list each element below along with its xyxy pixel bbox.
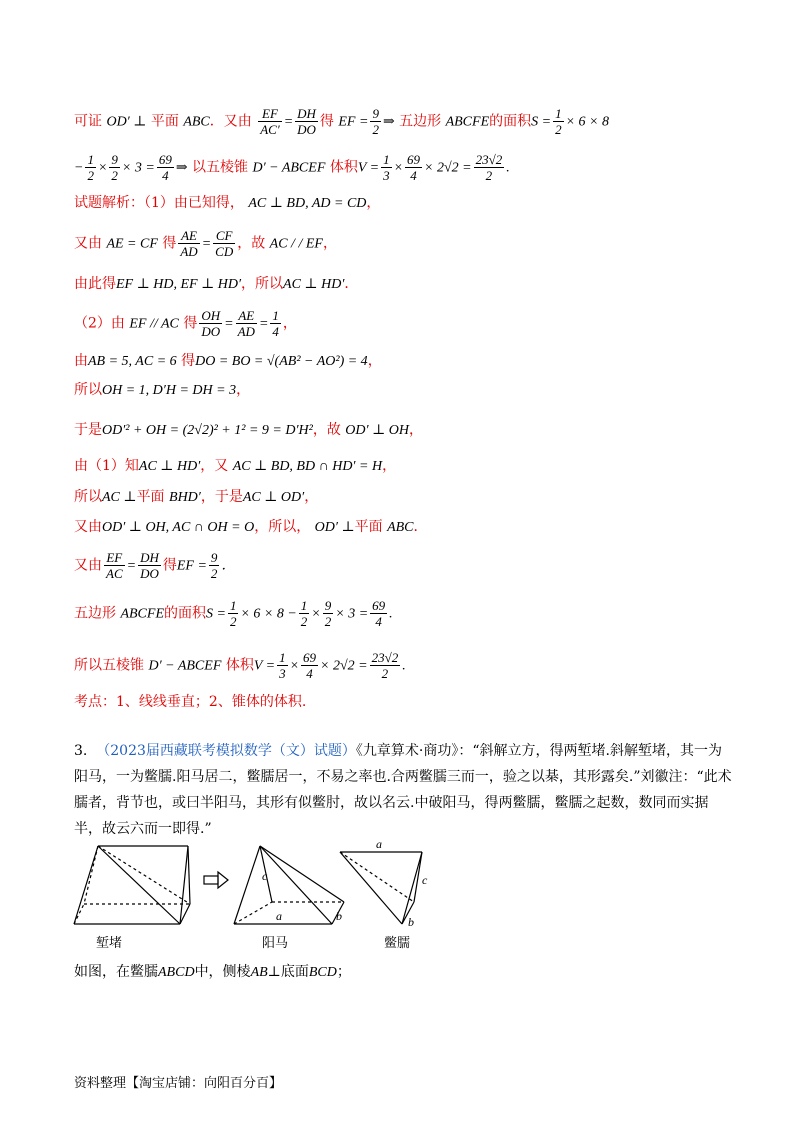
math: BHD′ — [169, 490, 201, 505]
fraction: $\frac{69}{4}$ — [158, 152, 172, 183]
fraction: $\frac{9}{2}$ — [372, 106, 379, 137]
text: （2）由 — [74, 315, 125, 332]
math: DO = BO = √(AB² − AO²) = 4 — [195, 354, 368, 369]
fraction: $\frac{9}{2}$ — [111, 152, 118, 183]
text: ，故 — [312, 422, 341, 438]
problem-source: （2023届西藏联考模拟数学（文）试题） — [96, 743, 356, 759]
text: 又由 — [74, 235, 102, 252]
math: × — [311, 606, 321, 622]
math: × — [97, 160, 108, 176]
math: EF // AC — [129, 316, 179, 332]
math: EF = — [338, 114, 369, 130]
text: ， — [282, 315, 297, 332]
fraction: $\frac{9}{2}$ — [324, 598, 332, 629]
fraction: $\frac{CF}{CD}$ — [215, 228, 234, 259]
text: 五边形 — [74, 605, 116, 622]
fraction: $\frac{AE}{AD}$ — [180, 228, 198, 259]
math: AC ⊥ BD, BD ∩ HD′ = H — [232, 459, 383, 474]
text: 得 — [319, 113, 334, 130]
text: 体积 — [225, 657, 254, 674]
fraction: $\frac{1}{2}$ — [87, 152, 94, 183]
solution-line-5 — [74, 274, 358, 295]
text: 平面 — [150, 113, 179, 130]
text: ， — [366, 195, 381, 211]
text: 得 — [162, 557, 177, 574]
text: ， — [367, 353, 382, 369]
math: × — [289, 658, 300, 674]
text: 如图，在鳖臑 — [74, 964, 158, 980]
math: . — [389, 606, 393, 622]
text: 体积 — [329, 159, 358, 176]
math: . — [402, 658, 406, 674]
text: 的面积 — [164, 605, 206, 622]
problem-3-text — [74, 738, 734, 842]
solution-line-13 — [74, 550, 235, 581]
math: AC / / EF — [269, 236, 323, 252]
solution-line-4 — [74, 228, 337, 259]
fraction: $\frac{9}{2}$ — [210, 550, 218, 581]
label-b1: b — [336, 909, 342, 923]
text: ， — [382, 458, 397, 474]
text: 又由 — [74, 557, 102, 574]
text: ， — [304, 489, 319, 505]
fraction: $\frac{1}{4}$ — [272, 308, 279, 339]
math: × 3 = — [335, 606, 369, 622]
fraction: $\frac{69}{4}$ — [303, 650, 317, 681]
text: ，所以 — [241, 276, 284, 292]
math: × 6 × 8 − — [240, 606, 297, 622]
label-c2: c — [422, 873, 428, 887]
solution-line-7 — [74, 351, 382, 372]
math: AC ⊥ — [102, 490, 137, 505]
text: 平面 — [136, 489, 165, 505]
math: S = — [531, 114, 552, 130]
page-footer: 资料整理【淘宝店铺：向阳百分百】 — [74, 1076, 283, 1091]
math: S = — [206, 606, 226, 622]
solution-line-12 — [74, 517, 428, 538]
math: AC ⊥ OD′ — [242, 490, 305, 505]
problem-text: 《九章算术·商功》：“斜解立方，得两堑堵.斜解堑堵，其一为阳马，一为鳖臑.阳马居二，鳖臑居一，不易之率也.合两鳖臑三而一，验之以棊，其形露矣.”刘徽注：“此术臑者，背节也，或曰半阳马，其形有似鳖肘，故以名云.中破阳马，得两鳖臑，鳖臑之起数，数同而实据半，故云六而一即得.” — [74, 743, 732, 837]
math: OH = 1, D′H = DH = 3 — [102, 383, 237, 398]
text: ； — [336, 964, 351, 980]
text: 由（1）知 — [74, 458, 139, 474]
math: × 2√2 = — [424, 160, 472, 176]
text: 所以 — [74, 489, 102, 505]
label-b2: b — [408, 915, 414, 929]
math: × 2√2 = — [320, 658, 368, 674]
text: 所以 — [74, 382, 102, 398]
text: ， — [236, 382, 251, 398]
math: ⇒ — [382, 114, 395, 130]
math: D′ − ABCEF — [148, 658, 222, 674]
math: ABCD — [158, 965, 195, 980]
fraction: $\frac{DH}{DO}$ — [140, 550, 159, 581]
math: = — [224, 316, 234, 332]
math: OD′ ⊥ OH, AC ∩ OH = O — [102, 520, 255, 535]
math: . — [506, 160, 510, 176]
math: = — [126, 558, 137, 574]
text: ，又 — [200, 458, 229, 474]
math: × — [393, 160, 404, 176]
math: BCD — [308, 965, 337, 980]
text: ． — [413, 519, 428, 535]
solution-line-3 — [74, 193, 380, 214]
fraction: $\frac{1}{2}$ — [300, 598, 308, 629]
fraction: $\frac{AE}{AD}$ — [237, 308, 255, 339]
text: 由此得 — [74, 276, 116, 292]
fraction: $\frac{EF}{AC'}$ — [260, 106, 280, 137]
math: ⇒ — [175, 160, 188, 176]
text: 试题解析：（1）由已知得， — [74, 195, 244, 211]
fraction: $\frac{1}{2}$ — [555, 106, 562, 137]
text: ． — [344, 276, 359, 292]
text: 得 — [183, 315, 198, 332]
fraction: $\frac{23√2}{2}$ — [371, 650, 399, 681]
math: AC ⊥ HD′ — [283, 277, 345, 292]
math: EF ⊥ HD, EF ⊥ HD′ — [116, 277, 242, 292]
math: AB = 5, AC = 6 — [88, 354, 177, 369]
solution-line-8 — [74, 380, 250, 401]
text: 平面 — [354, 519, 383, 535]
math: V = — [253, 658, 276, 674]
arrow-icon — [204, 872, 228, 888]
math: AC ⊥ BD, AD = CD — [248, 196, 367, 211]
qiandu-label: 堑堵 — [96, 936, 123, 951]
math: = — [258, 316, 269, 332]
bienao-label: 鳖臑 — [384, 936, 411, 951]
math: = — [283, 114, 294, 130]
text: ，于是 — [200, 489, 243, 505]
text: 五边形 — [399, 113, 442, 130]
math: D′ − ABCEF — [252, 160, 326, 176]
solution-line-1 — [74, 106, 609, 137]
text: ．又由 — [209, 113, 252, 130]
text: 于是 — [74, 422, 102, 438]
math: − — [74, 160, 84, 176]
fraction: $\frac{1}{3}$ — [383, 152, 390, 183]
qiandu-figure — [74, 846, 190, 924]
label-c1: c — [262, 869, 268, 883]
solution-line-16 — [74, 692, 306, 712]
yangma-figure — [234, 846, 344, 924]
text: ，所以， — [254, 519, 311, 535]
math: EF = — [176, 558, 207, 574]
fraction: $\frac{DH}{DO}$ — [297, 106, 316, 137]
solution-line-14 — [74, 598, 393, 629]
math: ABCFE — [445, 114, 490, 130]
problem-number: 3. — [74, 743, 88, 759]
text: 得 — [162, 235, 177, 252]
text: 以五棱锥 — [192, 159, 248, 176]
solution-line-11 — [74, 487, 318, 508]
text: 又由 — [74, 519, 102, 535]
bienao-figure — [340, 852, 422, 924]
math: × 3 = — [121, 160, 155, 176]
fraction: $\frac{OH}{DO}$ — [201, 308, 221, 339]
math: OD′ ⊥ — [314, 520, 355, 535]
math: OD′ ⊥ OH — [345, 423, 409, 438]
text: 中，侧棱 — [194, 964, 251, 980]
text: ，故 — [237, 235, 266, 252]
math: ABC — [387, 520, 414, 535]
text: 可证 — [74, 113, 102, 130]
solution-line-2 — [74, 152, 510, 183]
fraction: $\frac{69}{4}$ — [372, 598, 386, 629]
label-a2: a — [376, 837, 382, 851]
math: OD′² + OH = (2√2)² + 1² = 9 = D′H² — [102, 423, 313, 438]
text: 的面积 — [489, 113, 532, 130]
problem-3-question — [74, 962, 351, 983]
fraction: $\frac{EF}{AC}$ — [106, 550, 123, 581]
math: V = — [357, 160, 380, 176]
math: AC ⊥ HD′ — [138, 459, 201, 474]
label-a1: a — [276, 909, 282, 923]
text: 所以五棱锥 — [74, 657, 144, 674]
fraction: $\frac{23√2}{2}$ — [475, 152, 503, 183]
text: ， — [322, 235, 337, 252]
math: AE = CF — [106, 236, 158, 252]
fraction: $\frac{69}{4}$ — [407, 152, 421, 183]
kaodian-text: 考点：1、线线垂直；2、锥体的体积. — [74, 694, 307, 710]
solution-line-10 — [74, 456, 396, 477]
math: ABC — [183, 114, 210, 130]
math: × 6 × 8 — [565, 114, 609, 130]
math: = — [201, 236, 212, 252]
math: AB — [250, 965, 268, 980]
text: 得 — [181, 353, 196, 369]
text: ⊥底面 — [267, 964, 309, 980]
yangma-label: 阳马 — [262, 936, 289, 951]
math: ． — [221, 558, 236, 574]
math: ABCFE — [120, 606, 164, 622]
math: OD′ ⊥ — [106, 114, 147, 130]
fraction: $\frac{1}{2}$ — [229, 598, 237, 629]
text: ， — [408, 422, 423, 438]
solution-line-15 — [74, 650, 406, 681]
fraction: $\frac{1}{3}$ — [279, 650, 286, 681]
solution-line-6 — [74, 308, 297, 339]
solution-line-9 — [74, 420, 423, 441]
text: 由 — [74, 353, 88, 369]
